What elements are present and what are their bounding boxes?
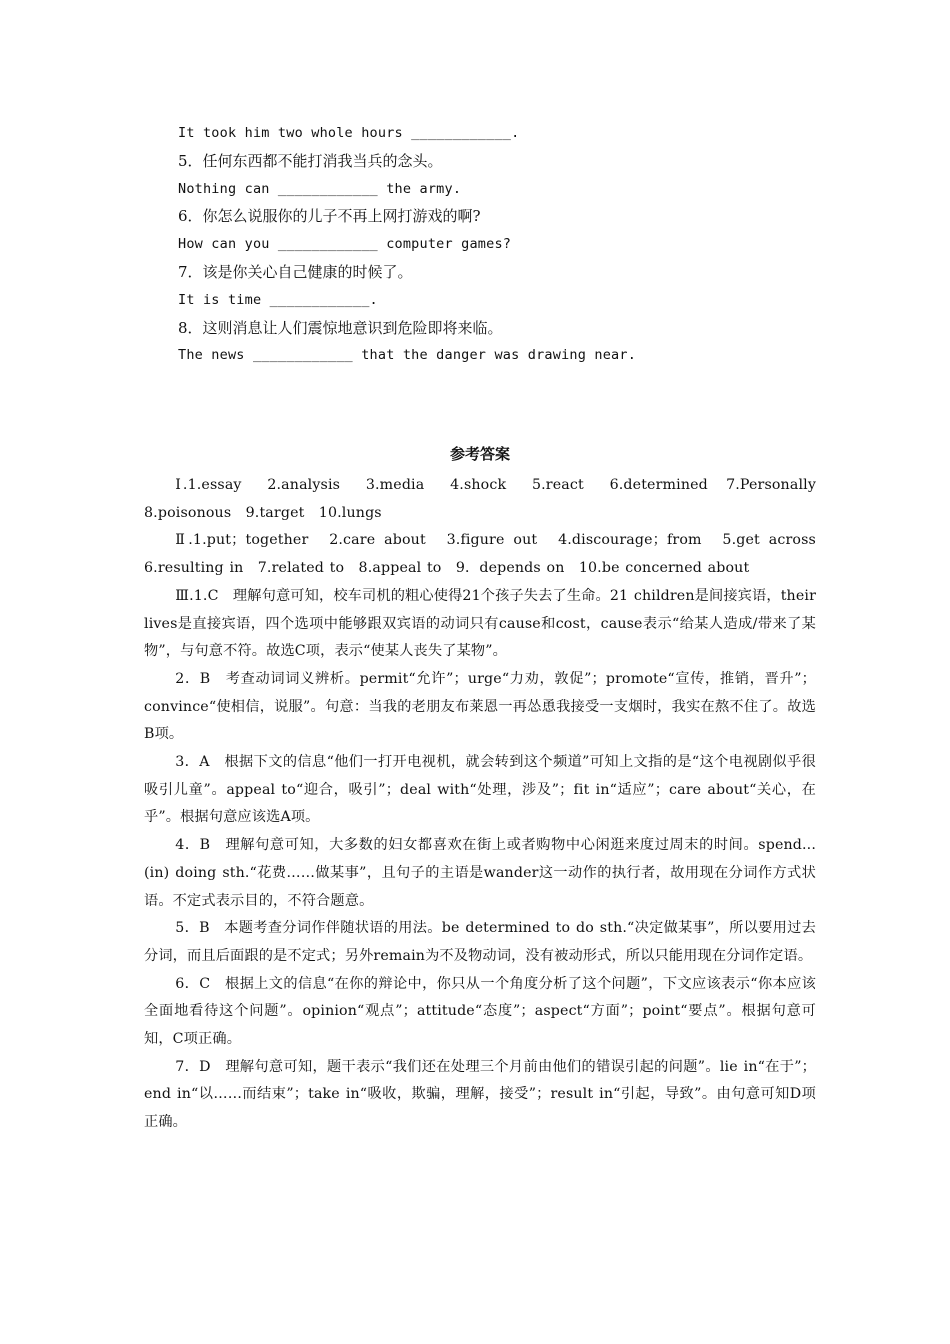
answer-key-title: 参考答案 bbox=[449, 445, 510, 463]
question-line: 5．任何东西都不能打消我当兵的念头。 bbox=[178, 151, 443, 170]
answer-paragraph: 7．D 理解句意可知，题干表示“我们还在处理三个月前由他们的错误引起的问题”。lie in“在于”；end in“以……而结束”；take in“吸收，欺骗，理解，接受”；result in“引起，导致”。由句意可知D项正确。 bbox=[144, 1058, 816, 1131]
answer-paragraph: 6．C 根据上文的信息“在你的辩论中，你只从一个角度分析了这个问题”，下文应该表示“你本应该全面地看待这个问题”。opinion“观点”；attitude“态度”；aspect“方面”；point“要点”。根据句意可知，C项正确。 bbox=[144, 975, 816, 1048]
answer-paragraph: 3．A 根据下文的信息“他们一打开电视机，就会转到这个频道”可知上文指的是“这个电视剧似乎很吸引儿童”。appeal to“迎合，吸引”；deal with“处理，涉及”；fit in“适应”；care about“关心，在乎”。根据句意应该选A项。 bbox=[144, 754, 816, 826]
answer-paragraph: Ⅲ.1.C 理解句意可知，校车司机的粗心使得21个孩子失去了生命。21 children是间接宾语，their lives是直接宾语，四个选项中能够跟双宾语的动词只有cause和cost，cause表示“给某人造成/带来了某物”，与句意不符。故选C项，表示“使某人丧失了某物”。 bbox=[144, 587, 816, 660]
answer-paragraph: 2．B 考查动词词义辨析。permit“允许”；urge“力劝，敦促”；promote“宣传，推销，晋升”；convince“使相信，说服”。句意：当我的老朋友布莱恩一再怂恿我接受一支烟时，我实在熬不住了。故选B项。 bbox=[144, 670, 816, 743]
question-line: Nothing can ____________ the army. bbox=[178, 180, 462, 197]
question-line: 8．这则消息让人们震惊地意识到危险即将来临。 bbox=[178, 318, 503, 337]
answer-key bbox=[144, 440, 831, 1137]
question-line: 7．该是你关心自己健康的时候了。 bbox=[178, 262, 413, 281]
answer-paragraph: Ⅱ.1.put；together 2.care about 3.figure out 4.discourage；from 5.get across 6.resulting in 7.related to 8.appeal to 9．depends on 10.be concerned about bbox=[144, 532, 831, 577]
answer-paragraph: Ⅰ.1.essay 2.analysis 3.media 4.shock 5.react 6.determined 7.Personally 8.poisonous 9.target 10.lungs bbox=[144, 477, 831, 521]
translation-questions bbox=[178, 120, 818, 370]
answer-paragraph: 5．B 本题考查分词作伴随状语的用法。be determined to do sth.“决定做某事”，所以要用过去分词，而且后面跟的是不定式；另外remain为不及物动词，没有被动形式，所以只能用现在分词作定语。 bbox=[144, 920, 816, 964]
question-line: It is time ____________. bbox=[178, 291, 378, 308]
answer-paragraph: 4．B 理解句意可知，大多数的妇女都喜欢在街上或者购物中心闲逛来度过周末的时间。spend...(in) doing sth.“花费……做某事”，且句子的主语是wander这一动作的执行者，故用现在分词作方式状语。不定式表示目的，不符合题意。 bbox=[144, 837, 816, 909]
question-line: The news ____________ that the danger was drawing near. bbox=[178, 347, 637, 364]
question-line: How can you ____________ computer games? bbox=[178, 236, 512, 253]
question-line: It took him two whole hours ____________. bbox=[178, 125, 520, 141]
question-line: 6．你怎么说服你的儿子不再上网打游戏的啊? bbox=[178, 207, 481, 226]
